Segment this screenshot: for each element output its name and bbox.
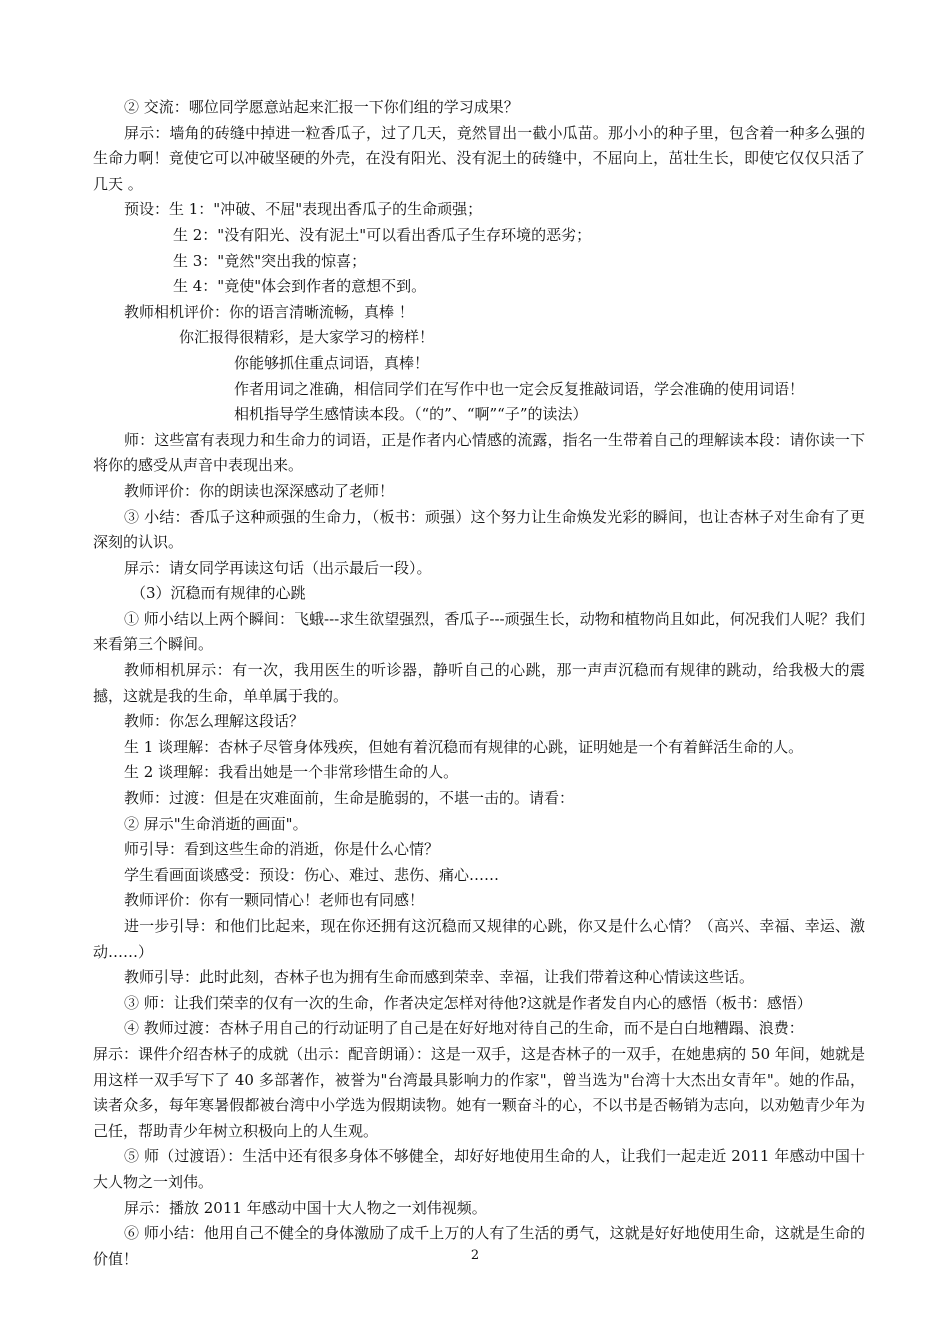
paragraph: 教师评价：你有一颗同情心！老师也有同感！: [124, 891, 425, 910]
paragraph: 生 2 谈理解：我看出她是一个非常珍惜生命的人。: [124, 763, 459, 782]
paragraph: 你汇报得很精彩，是大家学习的榜样！: [179, 328, 435, 347]
paragraph: 教师评价：你的朗读也深深感动了老师！: [124, 481, 395, 500]
paragraph: 教师相机屏示：有一次，我用医生的听诊器，静听自己的心跳，那一声声沉稳而有规律的跳动，给我极大的震撼，这就是我的生命，单单属于我的。: [93, 661, 865, 705]
paragraph: 教师：你怎么理解这段话？: [124, 712, 305, 731]
paragraph: 生 1 谈理解：杏林子尽管身体残疾，但她有着沉稳而有规律的心跳，证明她是一个有着鲜活生命的人。: [124, 737, 804, 756]
paragraph: ③ 小结：香瓜子这种顽强的生命力，（板书：顽强）这个努力让生命焕发光彩的瞬间，也让杏林子对生命有了更深刻的认识。: [93, 507, 865, 552]
paragraph: ⑥ 师小结：他用自己不健全的身体激励了成千上万的人有了生活的勇气，这就是好好地使用生命，这就是生命的价值！: [93, 1224, 865, 1268]
paragraph: （3）沉稳而有规律的心跳: [131, 584, 306, 603]
paragraph: ② 交流：哪位同学愿意站起来汇报一下你们组的学习成果？: [124, 98, 519, 116]
paragraph: 师引导：看到这些生命的消逝，你是什么心情？: [124, 840, 440, 859]
page-number: 2: [470, 1248, 480, 1263]
paragraph: 教师引导：此时此刻，杏林子也为拥有生命而感到荣幸、幸福，让我们带着这种心情读这些话。: [124, 968, 755, 987]
paragraph: 作者用词之准确，相信同学们在写作中也一定会反复推敲词语，学会准确的使用词语！: [234, 379, 805, 398]
paragraph: ③ 师：让我们荣幸的仅有一次的生命，作者决定怎样对待他?这就是作者发自内心的感悟（板书：感悟）: [124, 993, 812, 1012]
paragraph: ④ 教师过渡：杏林子用自己的行动证明了自己是在好好地对待自己的生命，而不是白白地糟蹋、浪费：: [124, 1019, 804, 1038]
paragraph: ② 屏示"生命消逝的画面"。: [124, 814, 308, 833]
document-body: [93, 95, 865, 1272]
paragraph: 屏示：墙角的砖缝中掉进一粒香瓜子，过了几天，竟然冒出一截小瓜苗。那小小的种子里，包含着一种多么强的生命力啊！竟使它可以冲破坚硬的外壳，在没有阳光、没有泥土的砖缝中，不屈向上，茁壮生长，即使它仅仅只活了几天 。: [93, 123, 865, 193]
paragraph: 生 2："没有阳光、没有泥土"可以看出香瓜子生存环境的恶劣；: [173, 225, 592, 244]
paragraph: 屏示：请女同学再读这句话（出示最后一段）。: [124, 558, 432, 577]
paragraph: 教师：过渡：但是在灾难面前，生命是脆弱的，不堪一击的。请看：: [124, 789, 575, 808]
paragraph: ① 师小结以上两个瞬间：飞蛾---求生欲望强烈，香瓜子---顽强生长，动物和植物尚且如此，何况我们人呢？我们来看第三个瞬间。: [93, 609, 865, 654]
paragraph: 生 3："竟然"突出我的惊喜；: [173, 251, 367, 270]
paragraph: 生 4："竟使"体会到作者的意想不到。: [173, 277, 427, 296]
paragraph: 师：这些富有表现力和生命力的词语，正是作者内心情感的流露，指名一生带着自己的理解读本段：请你读一下将你的感受从声音中表现出来。: [93, 430, 865, 475]
paragraph: 相机指导学生感情读本段。（“的”、“啊”“子”的读法）: [234, 405, 588, 424]
paragraph: 进一步引导：和他们比起来，现在你还拥有这沉稳而又规律的心跳，你又是什么心情？（高兴、幸福、幸运、激动……）: [93, 917, 865, 961]
paragraph: ⑤ 师（过渡语）：生活中还有很多身体不够健全，却好好地使用生命的人，让我们一起走近 2011 年感动中国十大人物之一刘伟。: [93, 1147, 865, 1191]
paragraph: 屏示：课件介绍杏林子的成就（出示：配音朗诵）：这是一双手，这是杏林子的一双手，在她患病的 50 年间，她就是用这样一双手写下了 40 多部著作，被誉为"台湾最具影响力的作家"，曾当选为"台湾十大杰出女青年"。她的作品，读者众多，每年寒暑假都被台湾中小学选为假期读物。她有一颗奋斗的心，不以书是否畅销为志向，以劝勉青少年为己任，帮助青少年树立积极向上的人生观。: [93, 1044, 865, 1140]
paragraph: 屏示：播放 2011 年感动中国十大人物之一刘伟视频。: [124, 1198, 487, 1217]
paragraph: 教师相机评价：你的语言清晰流畅，真棒 ！: [124, 302, 414, 321]
paragraph: 学生看画面谈感受：预设：伤心、难过、悲伤、痛心……: [124, 865, 500, 884]
paragraph: 预设：生 1："冲破、不屈"表现出香瓜子的生命顽强；: [124, 200, 483, 219]
paragraph: 你能够抓住重点词语，真棒！: [234, 353, 430, 372]
